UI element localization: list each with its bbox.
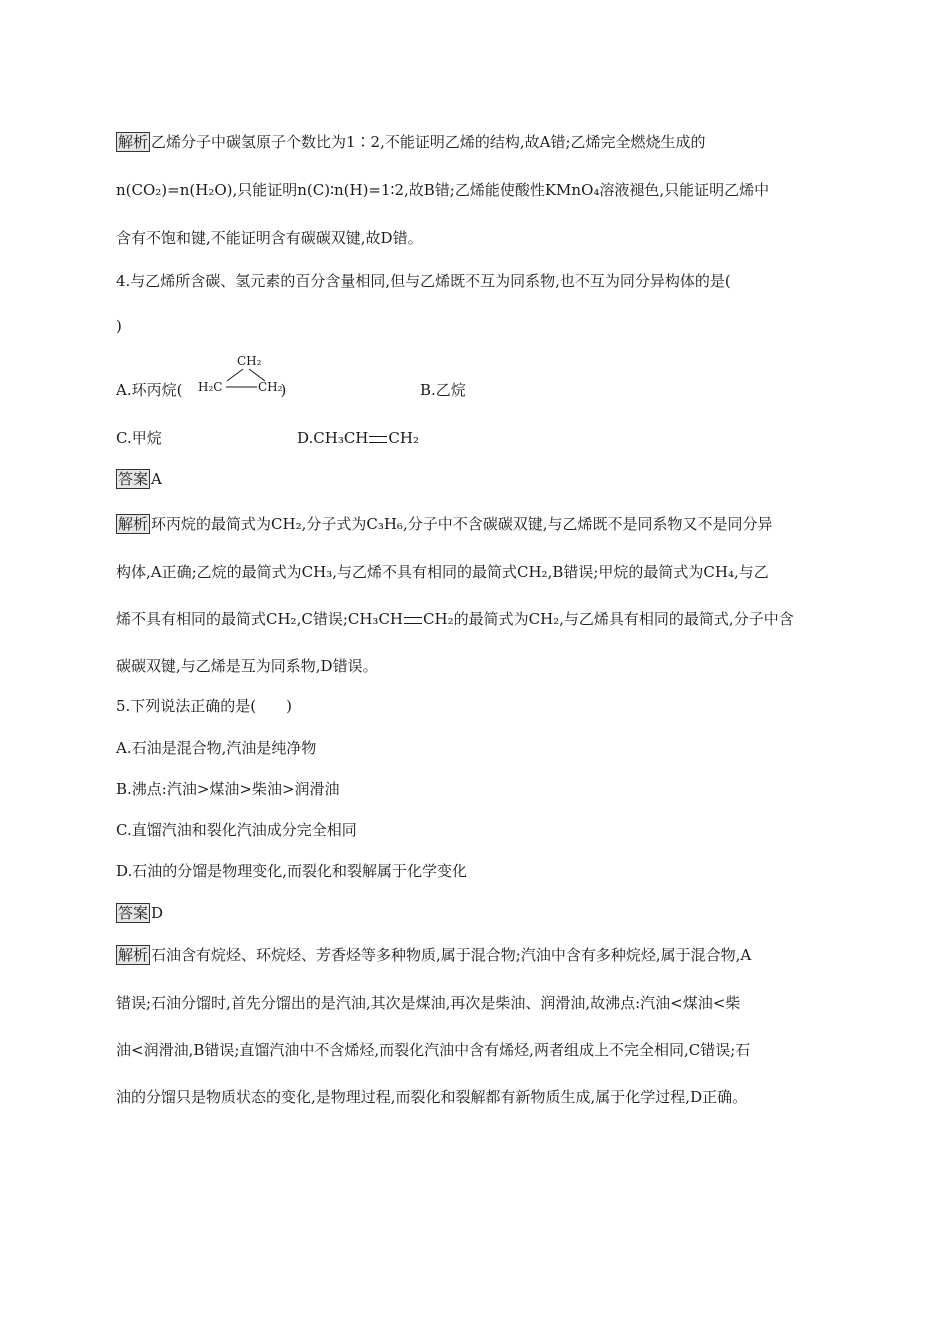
q5-option-c: C.直馏汽油和裂化汽油成分完全相同 [116, 821, 357, 839]
q4-option-d-right: CH₂ [388, 429, 419, 447]
q5-analysis-line-4: 油的分馏只是物质状态的变化,是物理过程,而裂化和裂解都有新物质生成,属于化学过程,D正确。 [116, 1088, 748, 1106]
mol-bond-left [227, 369, 243, 381]
q4-analysis-text-1: 环丙烷的最简式为CH₂,分子式为C₃H₆,分子中不含碳碳双键,与乙烯既不是同系物又不是同分异 [151, 515, 773, 533]
q3-analysis-line-2: n(CO₂)=n(H₂O),只能证明n(C)∶n(H)=1∶2,故B错;乙烯能使酸性KMnO₄溶液褪色,只能证明乙烯中 [116, 181, 770, 199]
q4-option-a-suffix: ) [280, 381, 287, 399]
double-bond-icon [404, 617, 422, 624]
q5-option-b: B.沸点:汽油>煤油>柴油>润滑油 [116, 780, 340, 798]
q4-option-d [297, 428, 419, 448]
q4-answer-line [116, 469, 840, 489]
q4-analysis-line-4: 碳碳双键,与乙烯是互为同系物,D错误。 [116, 657, 378, 675]
q5-answer-line [116, 903, 840, 923]
mol-top-label: CH₂ [237, 354, 262, 368]
analysis-tag: 解析 [118, 515, 149, 533]
q4-analysis-line-2: 构体,A正确;乙烷的最简式为CH₃,与乙烯不具有相同的最简式CH₂,B错误;甲烷的最简式为CH₄,与乙 [116, 563, 769, 581]
answer-tag: 答案 [118, 470, 149, 488]
q5-analysis-text-1: 石油含有烷烃、环烷烃、芳香烃等多种物质,属于混合物;汽油中含有多种烷烃,属于混合物,A [151, 946, 752, 964]
q4-option-c: C.甲烷 [116, 429, 162, 447]
q5-option-a: A.石油是混合物,汽油是纯净物 [116, 739, 317, 757]
q3-analysis-line-3: 含有不饱和键,不能证明含有碳碳双键,故D错。 [116, 229, 423, 247]
mol-left-label: H₂C [198, 380, 223, 394]
q3-analysis-line-1 [116, 132, 840, 152]
q4-analysis-line-1 [116, 514, 840, 534]
q3-analysis-text-1: 乙烯分子中碳氢原子个数比为1∶2,不能证明乙烯的结构,故A错;乙烯完全燃烧生成的 [151, 133, 706, 151]
double-bond-icon [369, 436, 387, 443]
q4-analysis-text-3a: 烯不具有相同的最简式CH₂,C错误;CH₃CH [116, 610, 404, 628]
analysis-tag: 解析 [118, 133, 149, 151]
analysis-tag: 解析 [118, 946, 149, 964]
mol-right-label: CH₂ [258, 380, 283, 394]
q5-analysis-line-2: 错误;石油分馏时,首先分馏出的是汽油,其次是煤油,再次是柴油、润滑油,故沸点:汽油<煤油<柴 [116, 994, 741, 1012]
mol-bond-right [249, 369, 265, 381]
q5-analysis-line-1 [116, 945, 840, 965]
q4-answer: A [151, 470, 162, 488]
q4-option-d-left: D.CH₃CH [297, 429, 369, 447]
q4-option-a-prefix: A.环丙烷( [116, 381, 183, 399]
q4-analysis-text-3b: CH₂的最简式为CH₂,与乙烯具有相同的最简式,分子中含 [423, 610, 794, 628]
answer-tag: 答案 [118, 904, 149, 922]
q5-option-d: D.石油的分馏是物理变化,而裂化和裂解属于化学变化 [116, 862, 468, 880]
cyclopropane-structure [196, 350, 296, 396]
q5-answer: D [151, 904, 164, 922]
q5-stem: 5.下列说法正确的是( ) [116, 697, 293, 715]
q5-analysis-line-3: 油<润滑油,B错误;直馏汽油中不含烯烃,而裂化汽油中含有烯烃,两者组成上不完全相同,C错误;石 [116, 1041, 751, 1059]
q4-analysis-line-3 [116, 609, 840, 629]
q4-option-b: B.乙烷 [420, 381, 466, 399]
q4-stem-line-2: ) [116, 317, 122, 335]
q4-stem-line-1: 4.与乙烯所含碳、氢元素的百分含量相同,但与乙烯既不互为同系物,也不互为同分异构体的是( [116, 272, 731, 290]
